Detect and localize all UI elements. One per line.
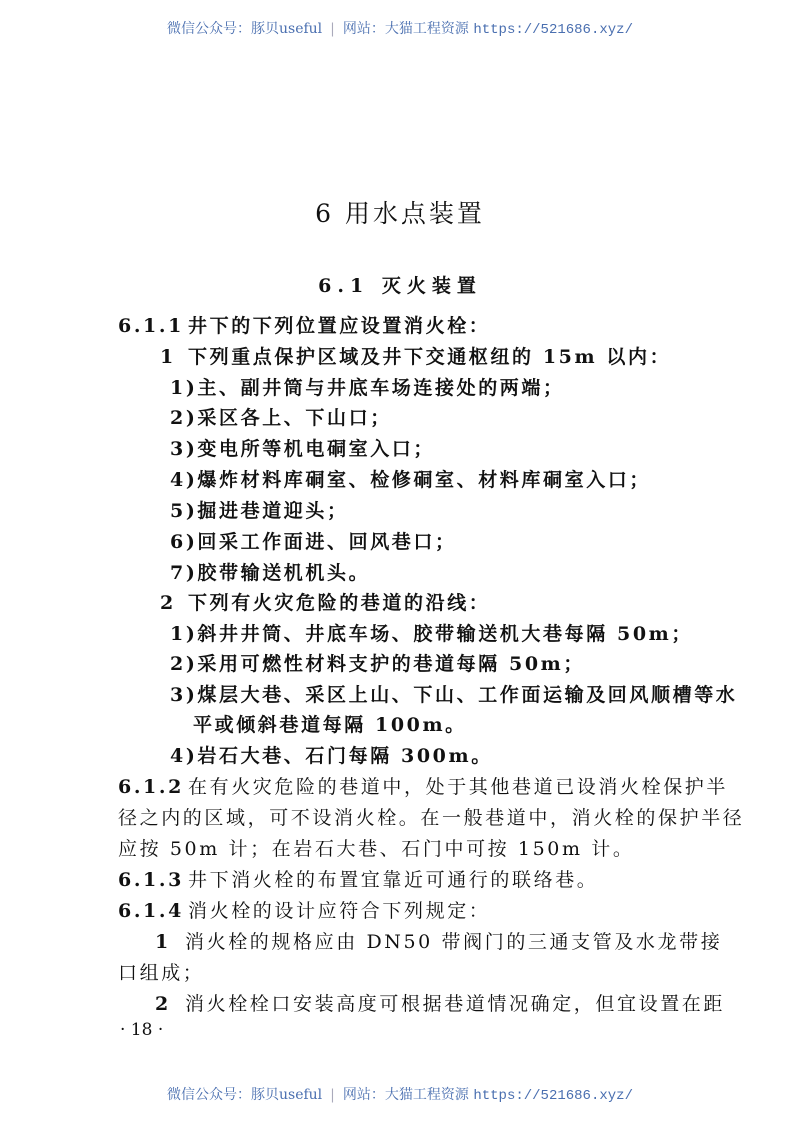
item-2 bbox=[160, 591, 490, 615]
subitem: 2)采用可燃性材料支护的巷道每隔 50m； bbox=[170, 653, 585, 675]
watermark-url[interactable]: https://521686.xyz/ bbox=[473, 22, 633, 38]
item-number: 1 bbox=[155, 931, 171, 953]
subitem-continuation: 平或倾斜巷道每隔 100m。 bbox=[193, 714, 467, 736]
watermark-separator: | bbox=[330, 21, 335, 37]
subitem: 1)斜井井筒、井底车场、胶带输送机大巷每隔 50m； bbox=[170, 623, 693, 645]
page-number: · 18 · bbox=[120, 1020, 164, 1040]
clause-text: 消火栓的设计应符合下列规定： bbox=[188, 900, 491, 922]
clause-6-1-1 bbox=[118, 314, 490, 338]
watermark-separator: | bbox=[330, 1087, 335, 1103]
item-1 bbox=[160, 345, 671, 369]
subitem: 1)主、副井筒与井底车场连接处的两端； bbox=[170, 377, 565, 399]
watermark-site: 网站：大猫工程资源 bbox=[342, 21, 469, 37]
clause-text: 井下的下列位置应设置消火栓： bbox=[188, 315, 491, 337]
item-text: 下列重点保护区域及井下交通枢纽的 15m 以内： bbox=[188, 346, 672, 368]
clause-number: 6.1.4 bbox=[118, 900, 184, 922]
watermark-top bbox=[0, 18, 800, 38]
subitem: 2)采区各上、下山口； bbox=[170, 407, 392, 429]
item-text-line: 口组成； bbox=[118, 962, 205, 984]
subitem: 3)煤层大巷、采区上山、下山、工作面运输及回风顺槽等水 bbox=[170, 684, 738, 706]
clause-text: 在有火灾危险的巷道中，处于其他巷道已设消火栓保护半 bbox=[188, 776, 729, 798]
clause-6-1-2 bbox=[118, 775, 728, 799]
watermark-account: 微信公众号：豚贝useful bbox=[167, 21, 323, 37]
watermark-bottom bbox=[0, 1084, 800, 1104]
clause-6-1-3 bbox=[118, 868, 598, 892]
watermark-url[interactable]: https://521686.xyz/ bbox=[473, 1088, 633, 1104]
subitem: 7)胶带输送机机头。 bbox=[170, 562, 371, 584]
subitem: 4)爆炸材料库硐室、检修硐室、材料库硐室入口； bbox=[170, 469, 652, 491]
item-text: 消火栓栓口安装高度可根据巷道情况确定，但宜设置在距 bbox=[185, 993, 726, 1015]
chapter-title: 6 用水点装置 bbox=[315, 199, 485, 228]
clause-number: 6.1.3 bbox=[118, 869, 184, 891]
clause-text-line: 应按 50m 计；在岩石大巷、石门中可按 150m 计。 bbox=[118, 838, 635, 860]
item-number: 2 bbox=[155, 993, 171, 1015]
item-number: 2 bbox=[160, 592, 176, 614]
item-text: 下列有火灾危险的巷道的沿线： bbox=[188, 592, 491, 614]
clause-text-line: 径之内的区域，可不设消火栓。在一般巷道中，消火栓的保护半径 bbox=[118, 807, 745, 829]
clause-number: 6.1.2 bbox=[118, 776, 184, 798]
item-text: 消火栓的规格应由 DN50 带阀门的三通支管及水龙带接 bbox=[185, 931, 723, 953]
subitem: 4)岩石大巷、石门每隔 300m。 bbox=[170, 745, 493, 767]
clause-number: 6.1.1 bbox=[118, 315, 184, 337]
item-2 bbox=[155, 992, 725, 1016]
watermark-site: 网站：大猫工程资源 bbox=[342, 1087, 469, 1103]
subitem: 5)掘进巷道迎头； bbox=[170, 500, 349, 522]
item-number: 1 bbox=[160, 346, 176, 368]
subitem: 3)变电所等机电硐室入口； bbox=[170, 438, 436, 460]
clause-text: 井下消火栓的布置宜靠近可通行的联络巷。 bbox=[188, 869, 599, 891]
section-title: 6.1 灭火装置 bbox=[318, 275, 482, 297]
item-1 bbox=[155, 930, 722, 954]
watermark-account: 微信公众号：豚贝useful bbox=[167, 1087, 323, 1103]
clause-6-1-4 bbox=[118, 899, 490, 923]
subitem: 6)回采工作面进、回风巷口； bbox=[170, 531, 457, 553]
